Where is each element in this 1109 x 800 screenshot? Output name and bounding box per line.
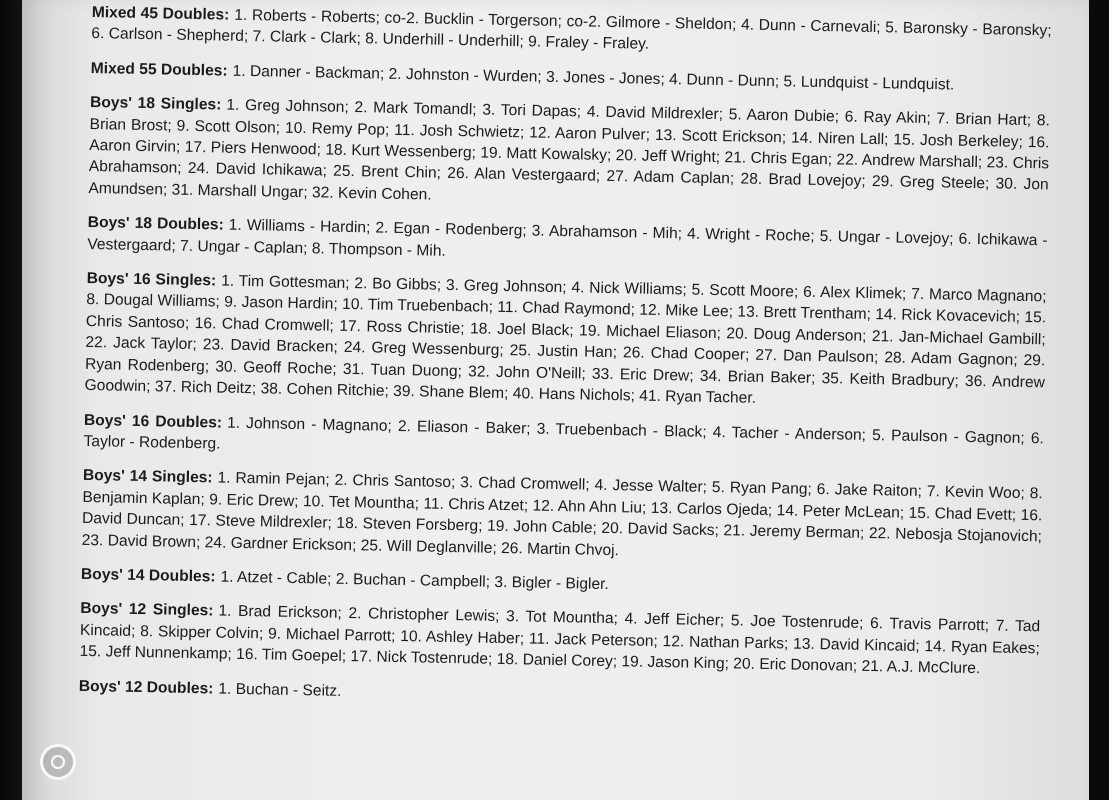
entry-heading: Boys' 18 Singles: xyxy=(89,94,222,114)
entry-heading: Mixed 45 Doubles: xyxy=(91,3,230,24)
entry-heading: Boys' 16 Singles: xyxy=(86,270,217,290)
entry-boys-18-doubles xyxy=(87,212,1048,273)
paper-page xyxy=(22,0,1092,800)
entry-boys-16-doubles xyxy=(83,409,1044,470)
entry-results: 1. Tim Gottesman; 2. Bo Gibbs; 3. Greg Johnson; 4. Nick Williams; 5. Scott Moore; 6. Alex Klimek; 7. Marco Magnano; 8. Dougal Williams; 9. Jason Hardin; 10. Tim Truebenbach; 11. Chad Raymond; 12. Mike Lee; 13. Brett Trentham; 14. Rick Kovacevich; 15. Chris Santoso; 16. Chad Cromwell; 17. Ross Christie; 18. Joel Black; 19. Michael Eliason; 20. Doug Anderson; 21. Jan-Michael Gambill; 22. Jack Taylor; 23. David Bracken; 24. Greg Wessenburg; 25. Justin Han; 26. Chad Cooper; 27. Dan Paulson; 28. Adam Gagnon; 29. Ryan Rodenberg; 30. Geoff Roche; 31. Tuan Duong; 32. John O'Neill; 33. Eric Drew; 34. Brian Baker; 35. Keith Bradbury; 36. Andrew Goodwin; 37. Rich Deitz; 38. Cohen Ritchie; 39. Shane Blem; 40. Hans Nichols; 41. Ryan Tacher. xyxy=(84,272,1047,407)
entry-boys-12-singles xyxy=(79,598,1040,681)
entry-results: 1. Williams - Hardin; 2. Egan - Rodenberg; 3. Abrahamson - Mih; 4. Wright - Roche; 5. Ungar - Lovejoy; 6. Ichikawa - Vestergaard; 7. Ungar - Caplan; 8. Thompson - Mih. xyxy=(87,216,1048,260)
camera-shutter-icon[interactable] xyxy=(40,744,76,780)
entry-boys-18-singles xyxy=(88,92,1050,217)
entry-heading: Boys' 14 Doubles: xyxy=(80,565,216,586)
entry-results: 1. Atzet - Cable; 2. Buchan - Campbell; 3. Bigler - Bigler. xyxy=(220,568,609,593)
entry-results: 1. Danner - Backman; 2. Johnston - Wurden; 3. Jones - Jones; 4. Dunn - Dunn; 5. Lundquist - Lundquist. xyxy=(232,62,955,94)
entry-results: 1. Johnson - Magnano; 2. Eliason - Baker; 3. Truebenbach - Black; 4. Tacher - Anderson; 5. Paulson - Gagnon; 6. Taylor - Rodenberg. xyxy=(83,414,1044,453)
entry-results: 1. Buchan - Seitz. xyxy=(218,680,342,700)
entry-heading: Boys' 12 Singles: xyxy=(80,600,214,620)
entry-heading: Mixed 55 Doubles: xyxy=(90,59,228,80)
entry-heading: Boys' 14 Singles: xyxy=(82,467,213,487)
entry-boys-14-singles xyxy=(81,465,1042,569)
entry-results: 1. Greg Johnson; 2. Mark Tomandl; 3. Tori Dapas; 4. David Mildrexler; 5. Aaron Dubie; 6. Ray Akin; 7. Brian Hart; 8. Brian Brost; 9. Scott Olson; 10. Remy Pop; 11. Josh Schwietz; 12. Aaron Pulver; 13. Scott Erickson; 14. Niren Lall; 15. Josh Berkeley; 16. Aaron Girvin; 17. Piers Henwood; 18. Kurt Wessenberg; 19. Matt Kowalsky; 20. Jeff Wright; 21. Chris Egan; 22. Andrew Marshall; 23. Chris Abrahamson; 24. David Ichikawa; 25. Brent Chin; 26. Alan Vestergaard; 27. Adam Caplan; 28. Brad Lovejoy; 29. Greg Steele; 30. Jon Amundsen; 31. Marshall Ungar; 32. Kevin Cohen. xyxy=(88,96,1051,204)
entry-boys-16-singles xyxy=(84,268,1046,415)
entry-heading: Boys' 18 Doubles: xyxy=(87,214,224,234)
entry-mixed-45-doubles xyxy=(91,2,1052,63)
entry-boys-14-doubles xyxy=(81,564,1041,604)
entry-results: 1. Roberts - Roberts; co-2. Bucklin - Torgerson; co-2. Gilmore - Sheldon; 4. Dunn - Carnevali; 5. Baronsky - Baronsky; 6. Carlson - Shepherd; 7. Clark - Clark; 8. Underhill - Underhill; 9. Fraley - Fraley. xyxy=(91,6,1052,54)
entry-mixed-55-doubles xyxy=(91,58,1051,98)
entry-boys-12-doubles xyxy=(79,675,1039,715)
entry-heading: Boys' 16 Doubles: xyxy=(83,411,223,432)
left-shadow-edge xyxy=(0,0,22,800)
results-text xyxy=(78,2,1051,728)
shutter-inner-ring xyxy=(51,755,65,769)
entry-results: 1. Ramin Pejan; 2. Chris Santoso; 3. Chad Cromwell; 4. Jesse Walter; 5. Ryan Pang; 6. Jake Raiton; 7. Kevin Woo; 8. Benjamin Kaplan; 9. Eric Drew; 10. Tet Mountha; 11. Chris Atzet; 12. Ahn Ahn Liu; 13. Carlos Ojeda; 14. Peter McLean; 15. Chad Evett; 16. David Duncan; 17. Steve Mildrexler; 18. Steven Forsberg; 19. John Cable; 20. David Sacks; 21. Jeremy Berman; 22. Nebosja Stojanovich; 23. David Brown; 24. Gardner Erickson; 25. Will Deglanville; 26. Martin Chvoj. xyxy=(81,469,1043,559)
entry-heading: Boys' 12 Doubles: xyxy=(78,677,214,698)
entry-results: 1. Brad Erickson; 2. Christopher Lewis; 3. Tot Mountha; 4. Jeff Eicher; 5. Joe Tostenrude; 6. Travis Parrott; 7. Tad Kincaid; 8. Skipper Colvin; 9. Michael Parrott; 10. Ashley Haber; 11. Jack Peterson; 12. Nathan Parks; 13. David Kincaid; 14. Ryan Eakes; 15. Jeff Nunnenkamp; 16. Tim Goepel; 17. Nick Tostenrude; 18. Daniel Corey; 19. Jason King; 20. Eric Donovan; 21. A.J. McClure. xyxy=(79,602,1041,678)
right-shadow-edge xyxy=(1089,0,1109,800)
